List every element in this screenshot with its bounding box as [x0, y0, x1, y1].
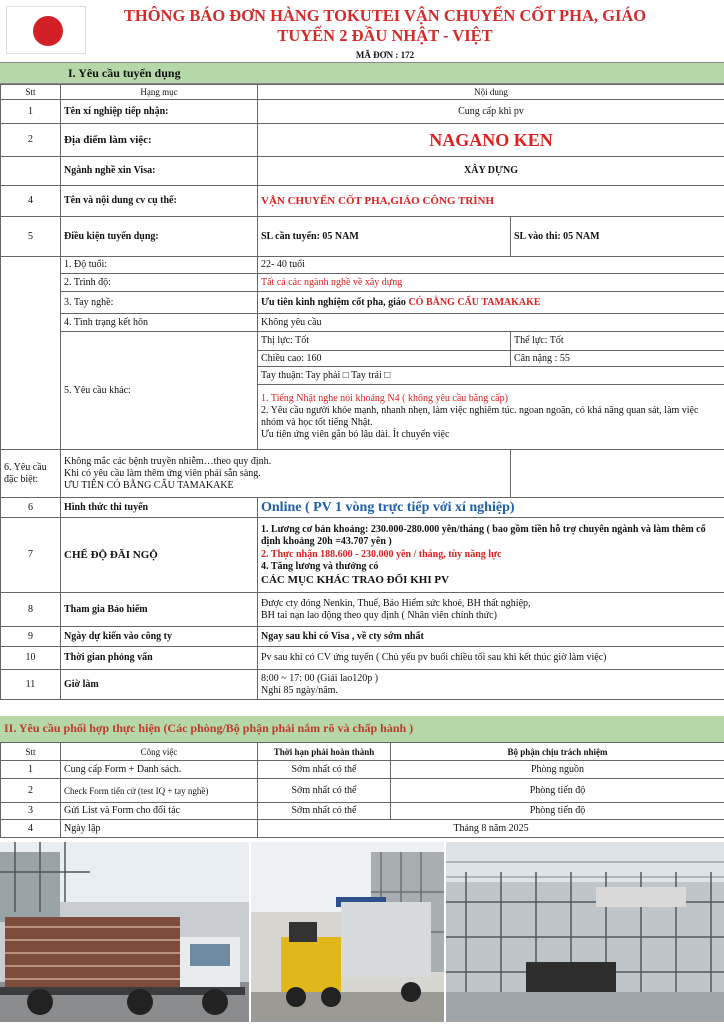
- dominant-hand: Tay thuận: Tay phải □ Tay trái □: [258, 367, 724, 385]
- label: 3. Tay nghề:: [61, 292, 258, 314]
- stt: 5: [1, 217, 61, 257]
- label: 1. Độ tuổi:: [61, 257, 258, 274]
- salary-net: 2. Thực nhận 188.600 - 230.000 yên / tháng, tùy năng lực: [261, 548, 502, 560]
- row-hours: [1, 670, 724, 700]
- label: 2. Trình độ:: [61, 274, 258, 292]
- value: Không yêu cầu: [258, 314, 724, 332]
- row-job: [1, 186, 724, 217]
- label: Tên xí nghiệp tiếp nhận:: [61, 100, 258, 124]
- order-code: MÃ ĐƠN : 172: [355, 50, 415, 60]
- scaffold-storage-photo: [446, 842, 724, 1022]
- table-row: [1, 761, 724, 779]
- skill-highlight: CÓ BẰNG CẨU TAMAKAKE: [408, 296, 541, 308]
- col-stt: Stt: [1, 743, 61, 761]
- salary-other: CÁC MỤC KHÁC TRAO ĐỔI KHI PV: [261, 573, 450, 586]
- stt: 4: [1, 186, 61, 217]
- dept: Phòng tiến độ: [391, 803, 724, 820]
- created-date: Tháng 8 năm 2025: [258, 820, 724, 838]
- col-stt: Stt: [1, 85, 61, 100]
- stt: 7: [1, 518, 61, 593]
- special-line-3: ƯU TIÊN CÓ BẰNG CẨU TAMAKAKE: [64, 479, 234, 491]
- note-longterm: Ưu tiên ứng viên gắn bó lâu dài. Ít chuyển việc: [261, 429, 450, 440]
- insurance-line-2: BH tai nạn lao động theo quy định ( Nhân viên chính thức): [261, 609, 497, 621]
- label: 6. Yêu cầu đặc biệt:: [1, 450, 61, 498]
- dept: Phòng nguồn: [391, 761, 724, 779]
- special-line-1: Không mắc các bệnh truyền nhiễm…theo quy định.: [64, 455, 272, 467]
- row-location: [1, 124, 724, 157]
- coordination-table: [0, 742, 724, 838]
- quota-value: SL cần tuyển: 05 NAM: [258, 217, 511, 257]
- row-start-date: [1, 627, 724, 647]
- row-other-1: [1, 332, 724, 351]
- label: Giờ làm: [61, 670, 258, 700]
- stt: 6: [1, 498, 61, 518]
- row-education: [1, 274, 724, 292]
- forklift-photo: [251, 842, 444, 1022]
- label: CHẾ ĐỘ ĐÃI NGỘ: [61, 518, 258, 593]
- task: Ngày lập: [61, 820, 258, 838]
- task: Check Form tiến cử (test IQ + tay nghề): [61, 779, 258, 803]
- label: Địa điểm làm việc:: [61, 124, 258, 157]
- special-line-2: Khi có yêu cầu làm thêm ứng viên phải sẵn sàng.: [64, 467, 261, 479]
- title-line-2: TUYẾN 2 ĐẦU NHẬT - VIỆT: [277, 26, 493, 45]
- row-age: [1, 257, 724, 274]
- hours-line-1: 8:00 ~ 17: 00 (Giải lao120p ): [261, 672, 379, 684]
- stt: 10: [1, 647, 61, 670]
- stt-empty: [1, 257, 61, 450]
- section2-heading: II. Yêu cầu phối hợp thực hiện (Các phòng/Bộ phận phải nắm rõ và chấp hành ): [0, 716, 724, 742]
- location-value: NAGANO KEN: [258, 124, 724, 157]
- value: Pv sau khi có CV ứng tuyển ( Chủ yếu pv buổi chiều tối sau khi kết thúc giờ làm việc): [258, 647, 724, 670]
- row-marital: [1, 314, 724, 332]
- stt: 4: [1, 820, 61, 838]
- note-japanese: 1. Tiếng Nhật nghe nói khoảng N4 ( không yêu cầu bằng cấp): [261, 393, 508, 404]
- stt: [1, 157, 61, 186]
- header: [0, 0, 724, 62]
- exam-quota-value: SL vào thi: 05 NAM: [511, 217, 724, 257]
- value: XÂY DỰNG: [258, 157, 724, 186]
- stt: 1: [1, 100, 61, 124]
- deadline: Sớm nhất có thể: [258, 803, 391, 820]
- label: Tên và nội dung cv cụ thể:: [61, 186, 258, 217]
- fitness-value: Thể lực: Tốt: [511, 332, 724, 351]
- deadline: Sớm nhất có thể: [258, 761, 391, 779]
- weight-value: Cân nặng : 55: [511, 351, 724, 367]
- row-conditions: [1, 217, 724, 257]
- requirements-table: [0, 84, 724, 700]
- col-deadline: Thời hạn phải hoàn thành: [258, 743, 391, 761]
- label: Thời gian phỏng vấn: [61, 647, 258, 670]
- photo-strip: [0, 840, 724, 1024]
- eyesight-value: Thị lực: Tốt: [258, 332, 511, 351]
- deadline: Sớm nhất có thể: [258, 779, 391, 803]
- col-dept: Bộ phận chịu trách nhiệm: [391, 743, 724, 761]
- label: Điều kiện tuyển dụng:: [61, 217, 258, 257]
- truck-scaffold-photo: [0, 842, 249, 1022]
- row-benefits: [1, 518, 724, 593]
- stt: 2: [1, 124, 61, 157]
- row-company: [1, 100, 724, 124]
- stt: 1: [1, 761, 61, 779]
- table-row: [1, 820, 724, 838]
- stt: 8: [1, 593, 61, 627]
- task: Cung cấp Form + Danh sách.: [61, 761, 258, 779]
- salary-note: ( bao gồm tiền hỗ trợ chuyên ngành và làm thêm cố định khoảng 20h =43.707 yên ): [261, 523, 706, 548]
- height-value: Chiều cao: 160: [258, 351, 511, 367]
- value: 22- 40 tuổi: [258, 257, 724, 274]
- col-task: Công việc: [61, 743, 258, 761]
- salary-base: 1. Lương cơ bản khoảng: 230.000-280.000 yên/tháng: [261, 523, 484, 535]
- value: Tất cả các ngành nghề về xây dựng: [258, 274, 724, 292]
- col-item: Hạng mục: [61, 85, 258, 100]
- table-row: [1, 779, 724, 803]
- hours-line-2: Nghỉ 85 ngày/năm.: [261, 684, 338, 696]
- row-visa: [1, 157, 724, 186]
- label: Ngày dự kiến vào công ty: [61, 627, 258, 647]
- exam-value: Online ( PV 1 vòng trực tiếp với xí nghiệp): [258, 498, 724, 518]
- row-special: [1, 450, 724, 498]
- salary-raise: 4. Tăng lương và thưởng có: [261, 561, 379, 573]
- row-skill: [1, 292, 724, 314]
- dept: Phòng tiến độ: [391, 779, 724, 803]
- stt: 11: [1, 670, 61, 700]
- label: Tham gia Bảo hiểm: [61, 593, 258, 627]
- job-value: VẬN CHUYỂN CỐT PHA,GIÁO CÔNG TRÌNH: [258, 186, 724, 217]
- col-content: Nội dung: [258, 85, 724, 100]
- table-row: [1, 803, 724, 820]
- stt: 9: [1, 627, 61, 647]
- label: 4. Tình trạng kết hôn: [61, 314, 258, 332]
- row-insurance: [1, 593, 724, 627]
- label: Ngành nghề xin Visa:: [61, 157, 258, 186]
- label: Hình thức thi tuyển: [61, 498, 258, 518]
- japan-flag-icon: [6, 6, 86, 54]
- stt: 3: [1, 803, 61, 820]
- title-line-1: THÔNG BÁO ĐƠN HÀNG TOKUTEI VẬN CHUYỂN CỐT PHA, GIÁO: [123, 6, 647, 25]
- insurance-line-1: Được cty đóng Nenkin, Thuế, Bảo Hiểm sức khoẻ, BH thất nghiệp,: [261, 597, 531, 609]
- value: Ngay sau khi có Visa , về cty sớm nhất: [258, 627, 724, 647]
- label: 5. Yêu cầu khác:: [61, 332, 258, 450]
- skill-value: Ưu tiên kinh nghiệm cốt pha, giáo: [261, 296, 409, 308]
- section1-heading: I. Yêu cầu tuyển dụng: [0, 62, 724, 84]
- stt: 2: [1, 779, 61, 803]
- row-interview-time: [1, 647, 724, 670]
- row-exam: [1, 498, 724, 518]
- task: Gửi List và Form cho đối tác: [61, 803, 258, 820]
- note-health: 2. Yêu cầu người khỏe mạnh, nhanh nhẹn, làm việc nghiêm túc. ngoan ngoãn, có khả năng quan sát, làm việc nhóm và học tốt tiếng Nhật.: [261, 405, 699, 428]
- page-title: [90, 6, 680, 46]
- value: Cung cấp khi pv: [258, 100, 724, 124]
